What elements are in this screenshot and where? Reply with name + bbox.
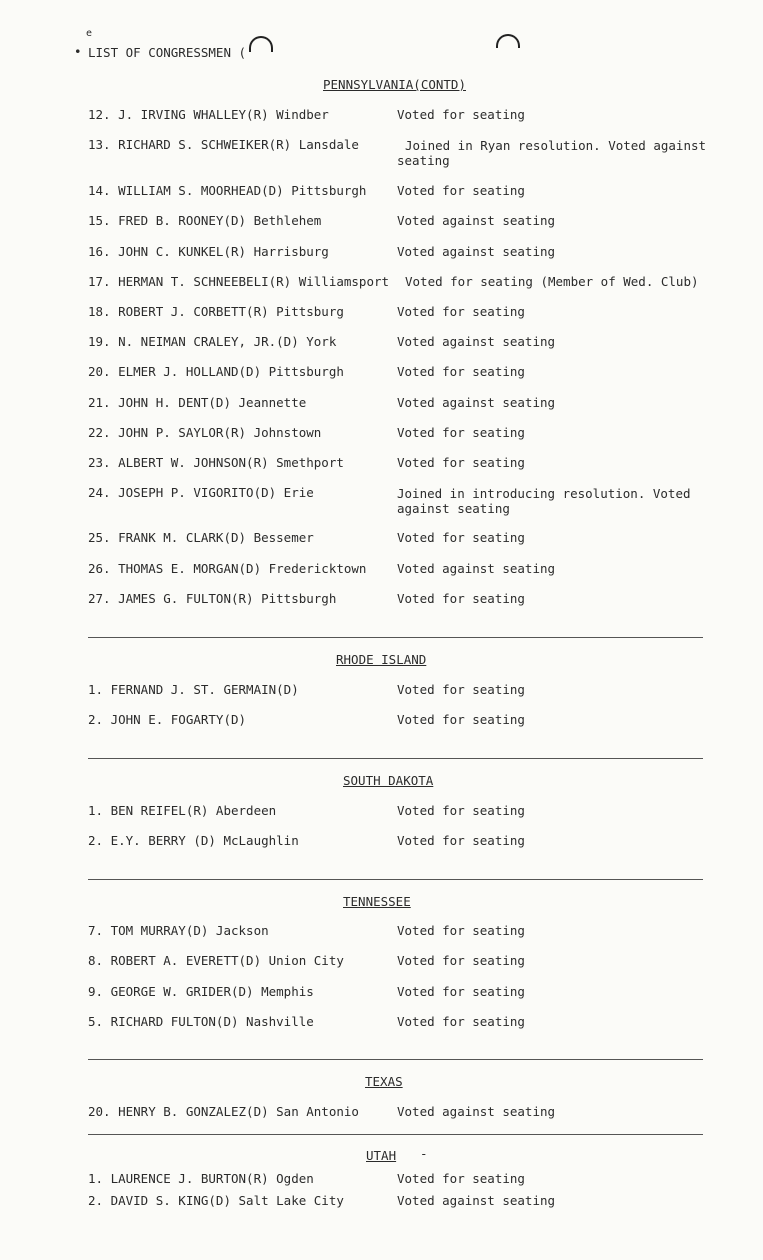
section-header-pennsylvania: PENNSYLVANIA(CONTD) (323, 77, 466, 92)
section-header-south-dakota: SOUTH DAKOTA (343, 773, 434, 788)
entry-vote: Voted for seating (397, 425, 525, 440)
entry-name: 18. ROBERT J. CORBETT(R) Pittsburg (88, 304, 344, 319)
entry-vote: Voted for seating (397, 1014, 525, 1029)
entry-vote: Voted for seating (397, 183, 525, 198)
entry-name: 26. THOMAS E. MORGAN(D) Fredericktown (88, 561, 367, 576)
entry-name: 21. JOHN H. DENT(D) Jeannette (88, 395, 307, 410)
hole-punch-mark-left (249, 36, 273, 52)
divider (88, 1059, 703, 1060)
hole-punch-mark-right (496, 34, 520, 48)
entry-vote: Voted for seating (397, 833, 525, 848)
entry-name: 22. JOHN P. SAYLOR(R) Johnstown (88, 425, 322, 440)
entry-vote: Voted for seating (397, 107, 525, 122)
entry-name: 13. RICHARD S. SCHWEIKER(R) Lansdale (88, 137, 359, 152)
page-title: LIST OF CONGRESSMEN ( (88, 45, 247, 60)
entry-name: 9. GEORGE W. GRIDER(D) Memphis (88, 984, 314, 999)
entry-vote: Voted against seating (397, 395, 556, 410)
entry-name: 7. TOM MURRAY(D) Jackson (88, 923, 269, 938)
entry-name: 5. RICHARD FULTON(D) Nashville (88, 1014, 314, 1029)
entry-vote: Voted for seating (397, 1171, 525, 1186)
entry-vote: Voted for seating (397, 304, 525, 319)
entry-name: 2. JOHN E. FOGARTY(D) (88, 712, 247, 727)
entry-vote: Voted against seating (397, 1193, 556, 1208)
entry-vote: Voted for seating (397, 984, 525, 999)
entry-vote: Voted for seating (397, 712, 525, 727)
entry-name: 1. BEN REIFEL(R) Aberdeen (88, 803, 277, 818)
entry-vote: Voted for seating (397, 923, 525, 938)
entry-name: 20. HENRY B. GONZALEZ(D) San Antonio (88, 1104, 359, 1119)
entry-vote: Voted for seating (397, 455, 525, 470)
entry-name: 20. ELMER J. HOLLAND(D) Pittsburgh (88, 364, 344, 379)
entry-vote: Joined in introducing resolution. Voted against seating (397, 486, 691, 516)
entry-name: 1. FERNAND J. ST. GERMAIN(D) (88, 682, 299, 697)
section-header-texas: TEXAS (365, 1074, 403, 1089)
entry-name: 2. DAVID S. KING(D) Salt Lake City (88, 1193, 344, 1208)
section-header-rhode-island: RHODE ISLAND (336, 652, 427, 667)
entry-name: 2. E.Y. BERRY (D) McLaughlin (88, 833, 299, 848)
entry-name: 24. JOSEPH P. VIGORITO(D) Erie (88, 485, 314, 500)
entry-name: 25. FRANK M. CLARK(D) Bessemer (88, 530, 314, 545)
entry-vote: Voted against seating (397, 1104, 556, 1119)
entry-vote: Voted for seating (397, 803, 525, 818)
entry-vote: Voted against seating (397, 561, 556, 576)
entry-vote: Voted for seating (397, 530, 525, 545)
entry-name: 19. N. NEIMAN CRALEY, JR.(D) York (88, 334, 337, 349)
entry-vote: Voted for seating (397, 682, 525, 697)
entry-name: 8. ROBERT A. EVERETT(D) Union City (88, 953, 344, 968)
title-mark: e (86, 28, 93, 39)
entry-name: 23. ALBERT W. JOHNSON(R) Smethport (88, 455, 344, 470)
entry-vote: Voted against seating (397, 244, 556, 259)
divider (88, 758, 703, 759)
divider (88, 879, 703, 880)
entry-vote: Voted against seating (397, 213, 556, 228)
divider (88, 1134, 703, 1135)
entry-name: 12. J. IRVING WHALLEY(R) Windber (88, 107, 329, 122)
entry-name: 27. JAMES G. FULTON(R) Pittsburgh (88, 591, 337, 606)
entry-vote: Voted for seating (397, 591, 525, 606)
divider (88, 637, 703, 638)
entry-name: 16. JOHN C. KUNKEL(R) Harrisburg (88, 244, 329, 259)
header-mark: - (420, 1146, 428, 1161)
section-header-utah: UTAH (366, 1148, 397, 1163)
bullet: • (74, 44, 82, 59)
entry-name: 15. FRED B. ROONEY(D) Bethlehem (88, 213, 322, 228)
entry-vote: Voted for seating (397, 364, 525, 379)
entry-name: 17. HERMAN T. SCHNEEBELI(R) Williamsport (88, 274, 390, 289)
entry-name: 14. WILLIAM S. MOORHEAD(D) Pittsburgh (88, 183, 367, 198)
entry-name: 1. LAURENCE J. BURTON(R) Ogden (88, 1171, 314, 1186)
entry-vote: Voted against seating (397, 334, 556, 349)
entry-vote: Joined in Ryan resolution. Voted against seating (397, 138, 707, 168)
section-header-tennessee: TENNESSEE (343, 894, 411, 909)
entry-vote: Voted for seating (397, 953, 525, 968)
entry-vote: Voted for seating (Member of Wed. Club) (405, 274, 699, 289)
